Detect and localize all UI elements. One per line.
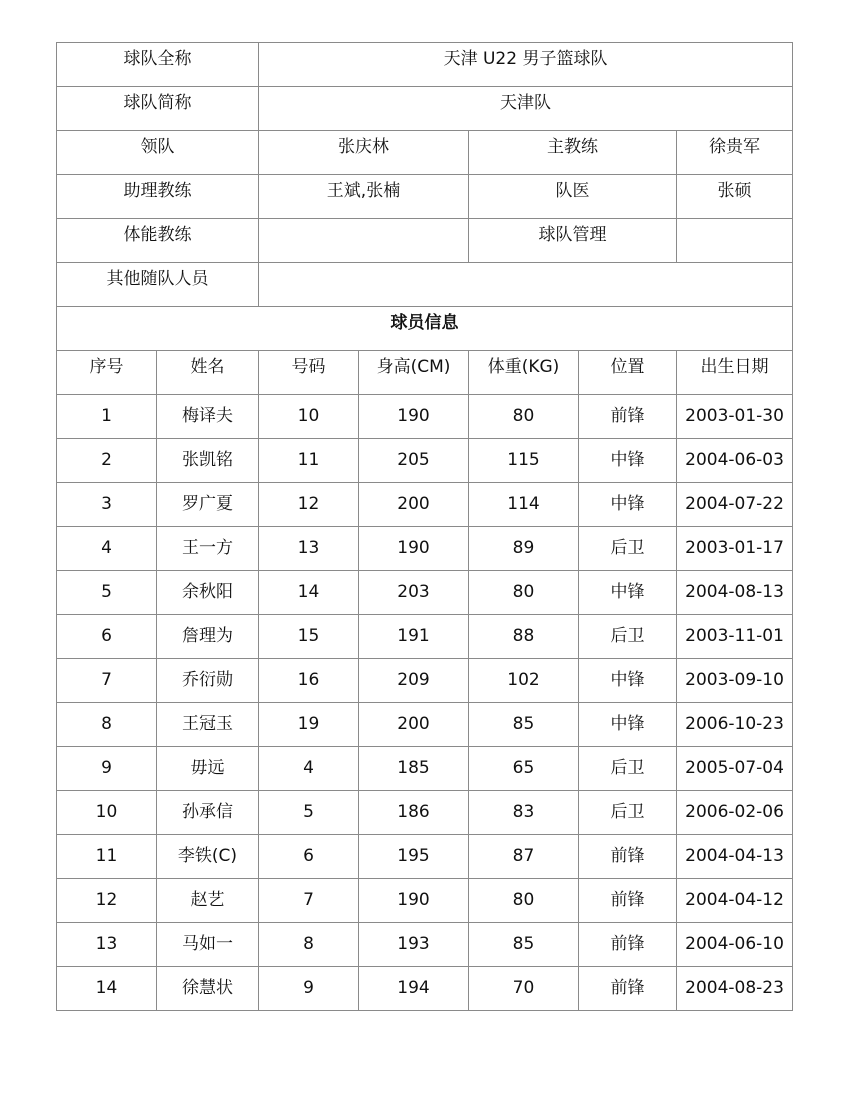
table-row <box>57 439 793 483</box>
player-height: 203 <box>359 571 469 615</box>
table-row <box>57 923 793 967</box>
player-name: 王冠玉 <box>157 703 259 747</box>
player-position: 中锋 <box>579 571 677 615</box>
player-number: 19 <box>259 703 359 747</box>
leader-value: 张庆林 <box>259 131 469 175</box>
table-row <box>57 527 793 571</box>
leader-row <box>57 131 793 175</box>
table-row <box>57 967 793 1011</box>
player-weight: 89 <box>469 527 579 571</box>
player-weight: 114 <box>469 483 579 527</box>
column-header-height: 身高(CM) <box>359 351 469 395</box>
player-height: 186 <box>359 791 469 835</box>
player-name: 赵艺 <box>157 879 259 923</box>
player-index: 5 <box>57 571 157 615</box>
team-short-name-value: 天津队 <box>259 87 793 131</box>
player-birth-date: 2004-04-13 <box>677 835 793 879</box>
table-row <box>57 395 793 439</box>
table-row <box>57 747 793 791</box>
player-height: 194 <box>359 967 469 1011</box>
player-name: 詹理为 <box>157 615 259 659</box>
player-birth-date: 2004-04-12 <box>677 879 793 923</box>
player-position: 中锋 <box>579 439 677 483</box>
player-weight: 83 <box>469 791 579 835</box>
team-manager-label: 球队管理 <box>469 219 677 263</box>
team-doctor-value: 张硕 <box>677 175 793 219</box>
player-weight: 70 <box>469 967 579 1011</box>
player-birth-date: 2003-01-17 <box>677 527 793 571</box>
player-position: 后卫 <box>579 791 677 835</box>
player-number: 14 <box>259 571 359 615</box>
player-height: 200 <box>359 483 469 527</box>
player-index: 13 <box>57 923 157 967</box>
player-weight: 115 <box>469 439 579 483</box>
player-index: 8 <box>57 703 157 747</box>
player-weight: 65 <box>469 747 579 791</box>
player-birth-date: 2003-09-10 <box>677 659 793 703</box>
player-height: 209 <box>359 659 469 703</box>
player-name: 孙承信 <box>157 791 259 835</box>
player-section-title: 球员信息 <box>57 307 793 351</box>
player-birth-date: 2006-02-06 <box>677 791 793 835</box>
fitness-coach-label: 体能教练 <box>57 219 259 263</box>
fitness-row <box>57 219 793 263</box>
player-header-row <box>57 351 793 395</box>
player-height: 190 <box>359 527 469 571</box>
player-birth-date: 2004-06-03 <box>677 439 793 483</box>
player-position: 前锋 <box>579 879 677 923</box>
player-index: 1 <box>57 395 157 439</box>
player-number: 10 <box>259 395 359 439</box>
player-name: 毋远 <box>157 747 259 791</box>
player-position: 前锋 <box>579 835 677 879</box>
player-birth-date: 2005-07-04 <box>677 747 793 791</box>
player-name: 梅译夫 <box>157 395 259 439</box>
other-staff-row <box>57 263 793 307</box>
player-number: 4 <box>259 747 359 791</box>
player-number: 5 <box>259 791 359 835</box>
table-row <box>57 791 793 835</box>
team-full-name-row <box>57 43 793 87</box>
team-full-name-label: 球队全称 <box>57 43 259 87</box>
column-header-number: 号码 <box>259 351 359 395</box>
player-weight: 85 <box>469 703 579 747</box>
assistant-row <box>57 175 793 219</box>
table-row <box>57 571 793 615</box>
player-weight: 80 <box>469 571 579 615</box>
assistant-coach-label: 助理教练 <box>57 175 259 219</box>
leader-label: 领队 <box>57 131 259 175</box>
player-name: 张凯铭 <box>157 439 259 483</box>
player-weight: 80 <box>469 395 579 439</box>
team-full-name-value: 天津 U22 男子篮球队 <box>259 43 793 87</box>
player-birth-date: 2004-08-13 <box>677 571 793 615</box>
player-position: 中锋 <box>579 659 677 703</box>
player-position: 中锋 <box>579 483 677 527</box>
player-index: 10 <box>57 791 157 835</box>
column-header-birth-date: 出生日期 <box>677 351 793 395</box>
player-name: 罗广夏 <box>157 483 259 527</box>
team-roster-table <box>56 42 793 1011</box>
player-position: 后卫 <box>579 527 677 571</box>
player-birth-date: 2004-06-10 <box>677 923 793 967</box>
player-name: 马如一 <box>157 923 259 967</box>
team-short-name-label: 球队简称 <box>57 87 259 131</box>
player-index: 4 <box>57 527 157 571</box>
team-doctor-label: 队医 <box>469 175 677 219</box>
player-name: 李铁(C) <box>157 835 259 879</box>
player-list <box>57 395 793 1011</box>
player-height: 190 <box>359 395 469 439</box>
assistant-coach-value: 王斌,张楠 <box>259 175 469 219</box>
player-weight: 80 <box>469 879 579 923</box>
fitness-coach-value <box>259 219 469 263</box>
column-header-weight: 体重(KG) <box>469 351 579 395</box>
table-row <box>57 659 793 703</box>
player-height: 195 <box>359 835 469 879</box>
player-number: 8 <box>259 923 359 967</box>
table-row <box>57 483 793 527</box>
team-short-name-row <box>57 87 793 131</box>
player-height: 190 <box>359 879 469 923</box>
player-number: 11 <box>259 439 359 483</box>
player-height: 185 <box>359 747 469 791</box>
player-number: 9 <box>259 967 359 1011</box>
player-index: 6 <box>57 615 157 659</box>
player-position: 前锋 <box>579 395 677 439</box>
player-height: 200 <box>359 703 469 747</box>
column-header-index: 序号 <box>57 351 157 395</box>
player-position: 前锋 <box>579 923 677 967</box>
player-index: 7 <box>57 659 157 703</box>
column-header-name: 姓名 <box>157 351 259 395</box>
player-name: 余秋阳 <box>157 571 259 615</box>
player-index: 2 <box>57 439 157 483</box>
team-manager-value <box>677 219 793 263</box>
player-name: 王一方 <box>157 527 259 571</box>
head-coach-label: 主教练 <box>469 131 677 175</box>
player-birth-date: 2006-10-23 <box>677 703 793 747</box>
other-staff-label: 其他随队人员 <box>57 263 259 307</box>
player-index: 3 <box>57 483 157 527</box>
table-row <box>57 703 793 747</box>
player-weight: 85 <box>469 923 579 967</box>
player-weight: 88 <box>469 615 579 659</box>
player-weight: 102 <box>469 659 579 703</box>
player-height: 205 <box>359 439 469 483</box>
player-position: 后卫 <box>579 747 677 791</box>
player-name: 乔衍勋 <box>157 659 259 703</box>
player-position: 中锋 <box>579 703 677 747</box>
table-row <box>57 835 793 879</box>
player-number: 15 <box>259 615 359 659</box>
player-height: 191 <box>359 615 469 659</box>
player-birth-date: 2004-08-23 <box>677 967 793 1011</box>
player-number: 7 <box>259 879 359 923</box>
table-row <box>57 879 793 923</box>
player-section-row <box>57 307 793 351</box>
player-position: 前锋 <box>579 967 677 1011</box>
player-number: 13 <box>259 527 359 571</box>
player-name: 徐慧状 <box>157 967 259 1011</box>
player-position: 后卫 <box>579 615 677 659</box>
player-number: 6 <box>259 835 359 879</box>
player-birth-date: 2004-07-22 <box>677 483 793 527</box>
player-birth-date: 2003-11-01 <box>677 615 793 659</box>
player-birth-date: 2003-01-30 <box>677 395 793 439</box>
table-row <box>57 615 793 659</box>
head-coach-value: 徐贵军 <box>677 131 793 175</box>
column-header-position: 位置 <box>579 351 677 395</box>
player-weight: 87 <box>469 835 579 879</box>
player-index: 14 <box>57 967 157 1011</box>
player-index: 12 <box>57 879 157 923</box>
other-staff-value <box>259 263 793 307</box>
player-number: 16 <box>259 659 359 703</box>
player-index: 9 <box>57 747 157 791</box>
player-index: 11 <box>57 835 157 879</box>
player-number: 12 <box>259 483 359 527</box>
player-height: 193 <box>359 923 469 967</box>
